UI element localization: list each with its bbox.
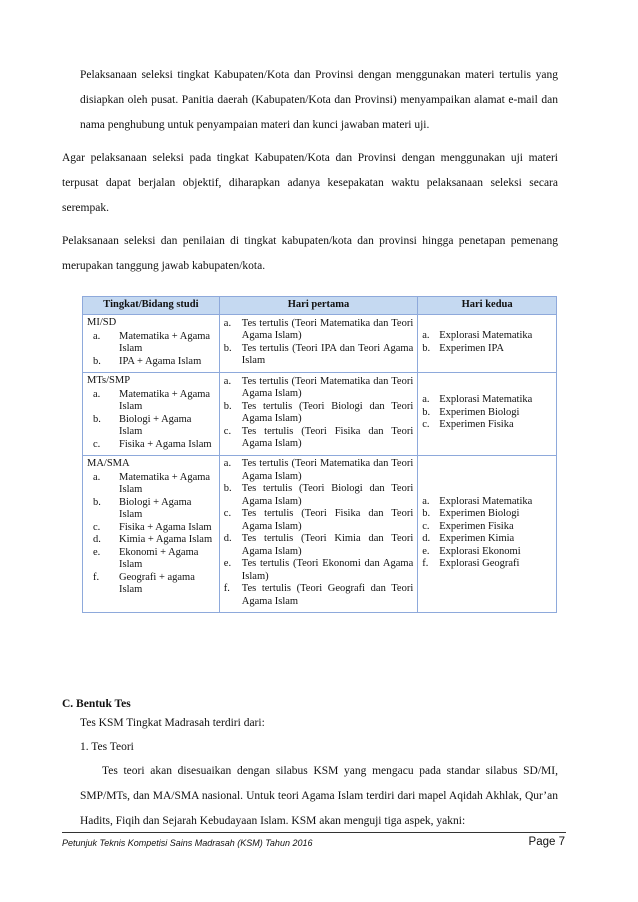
item-marker: c. xyxy=(223,425,232,437)
item-marker: b. xyxy=(223,400,232,412)
level-label: MI/SD xyxy=(87,317,117,328)
item-marker: a. xyxy=(223,375,232,387)
item-text: Matematika + Agama Islam xyxy=(119,471,211,495)
item-marker: a. xyxy=(93,330,101,342)
header-day1: Hari pertama xyxy=(219,297,417,315)
level-label: MA/SMA xyxy=(87,458,130,469)
list-item xyxy=(87,522,215,535)
item-marker: c. xyxy=(93,438,101,450)
list-item xyxy=(87,472,215,497)
list-item xyxy=(87,497,215,522)
item-marker: c. xyxy=(422,520,430,532)
item-text: Experimen Biologi xyxy=(439,508,520,519)
list-item xyxy=(224,376,413,401)
list-item xyxy=(224,401,413,426)
item-text: Tes tertulis (Teori Biologi dan Teori Agama Islam) xyxy=(241,400,414,424)
footer-divider xyxy=(62,832,566,833)
day2-cell xyxy=(418,373,557,456)
item-marker: b. xyxy=(93,413,101,425)
cell-list xyxy=(224,458,413,608)
header-level: Tingkat/Bidang studi xyxy=(83,297,220,315)
cell-list xyxy=(422,496,552,571)
item-text: Explorasi Matematika xyxy=(439,495,533,507)
header-day2: Hari kedua xyxy=(418,297,557,315)
list-item xyxy=(224,426,413,451)
item-text: Experimen Biologi xyxy=(439,406,520,418)
list-item xyxy=(87,439,215,452)
item-text: Tes tertulis (Teori Fisika dan Teori Agama Islam) xyxy=(241,425,414,449)
item-text: Geografi + agama Islam xyxy=(119,571,195,595)
item-text: Experimen Fisika xyxy=(439,419,514,431)
list-item xyxy=(422,558,552,571)
level-label: MTs/SMP xyxy=(87,375,131,386)
item-marker: a. xyxy=(422,330,430,341)
list-item xyxy=(422,496,552,509)
paragraph-1: Agar pelaksanaan seleksi pada tingkat Kabupaten/Kota dan Provinsi dengan menggunakan uji materi terpusat dapat berjalan objektif, diharapkan adanya kesepakatan waktu pelaksanaan seleksi secara serempak. xyxy=(62,152,558,214)
item-marker: e. xyxy=(422,545,430,557)
list-item xyxy=(224,508,413,533)
item-text: Tes tertulis (Teori Ekonomi dan Agama Islam) xyxy=(241,558,414,582)
item-marker: f. xyxy=(223,583,230,594)
list-item xyxy=(224,483,413,508)
item-text: Explorasi Matematika xyxy=(439,394,533,406)
list-item xyxy=(422,533,552,546)
day2-cell xyxy=(418,456,557,613)
item-marker: e. xyxy=(93,546,101,558)
cell-list xyxy=(87,331,215,369)
list-item xyxy=(422,394,552,407)
item-text: Experimen Fisika xyxy=(439,520,514,532)
list-item xyxy=(87,572,215,597)
item-text: Biologi + Agama Islam xyxy=(119,413,192,437)
table-row xyxy=(83,315,557,373)
cell-list xyxy=(422,394,552,432)
item-text: Tes tertulis (Teori Matematika dan Teori Agama Islam) xyxy=(241,317,414,341)
tes-teori-body: Tes teori akan disesuaikan dengan silabus KSM yang mengacu pada standar silabus SD/MI, SMP/MTs, dan MA/SMA nasional. Untuk teori Agama Islam terdiri dari mapel Aqidah Akhlak, Qur’an Hadits, Fiqih dan Sejarah Kebudayaan Islam. KSM akan menguji tiga aspek, yakni: xyxy=(80,765,558,827)
item-marker: a. xyxy=(93,471,101,483)
table-row xyxy=(83,373,557,456)
item-marker: d. xyxy=(93,534,101,545)
item-marker: a. xyxy=(223,317,232,329)
section-heading: C. Bentuk Tes xyxy=(62,698,131,710)
item-marker: f. xyxy=(93,571,100,583)
list-item xyxy=(422,407,552,420)
list-item xyxy=(422,419,552,432)
level-cell xyxy=(83,456,220,613)
cell-list xyxy=(87,472,215,597)
list-item xyxy=(224,558,413,583)
level-cell xyxy=(83,373,220,456)
item-text: IPA + Agama Islam xyxy=(119,355,202,367)
item-marker: e. xyxy=(223,558,232,569)
list-item xyxy=(87,356,215,369)
item-marker: b. xyxy=(93,355,101,367)
day1-cell xyxy=(219,373,417,456)
day2-cell xyxy=(418,315,557,373)
item-text: Matematika + Agama Islam xyxy=(119,330,211,354)
item-marker: b. xyxy=(422,406,431,418)
page-number: Page 7 xyxy=(528,836,565,848)
list-item xyxy=(422,343,552,356)
item-text: Explorasi Geografi xyxy=(439,558,520,569)
list-item xyxy=(87,547,215,572)
item-text: Tes tertulis (Teori Matematika dan Teori Agama Islam) xyxy=(241,458,414,482)
list-item xyxy=(422,521,552,534)
item-text: Ekonomi + Agama Islam xyxy=(119,546,199,570)
item-marker: b. xyxy=(93,496,101,508)
item-marker: b. xyxy=(422,508,431,519)
item-text: Experimen Kimia xyxy=(439,533,515,544)
item-text: Tes tertulis (Teori Matematika dan Teori Agama Islam) xyxy=(241,375,414,399)
item-marker: a. xyxy=(422,495,430,507)
item-marker: c. xyxy=(223,508,232,519)
item-marker: b. xyxy=(223,342,232,354)
day1-cell xyxy=(219,315,417,373)
list-item xyxy=(87,389,215,414)
item-text: Tes tertulis (Teori IPA dan Teori Agama Islam xyxy=(241,342,414,366)
list-item xyxy=(224,343,413,368)
table-row xyxy=(83,456,557,613)
list-item-tes-teori: 1. Tes Teori xyxy=(80,741,134,753)
item-text: Fisika + Agama Islam xyxy=(119,521,212,533)
item-text: Kimia + Agama Islam xyxy=(119,534,213,545)
level-cell xyxy=(83,315,220,373)
list-item xyxy=(224,318,413,343)
item-text: Explorasi Ekonomi xyxy=(439,545,521,557)
list-item xyxy=(422,330,552,343)
item-marker: b. xyxy=(223,483,232,494)
cell-list xyxy=(87,389,215,452)
item-marker: c. xyxy=(422,419,430,431)
list-item xyxy=(224,583,413,608)
day1-cell xyxy=(219,456,417,613)
footer-title: Petunjuk Teknis Kompetisi Sains Madrasah (KSM) Tahun 2016 xyxy=(62,838,313,848)
list-item xyxy=(224,458,413,483)
list-item xyxy=(87,534,215,547)
item-text: Tes tertulis (Teori Fisika dan Teori Agama Islam) xyxy=(241,508,414,532)
item-text: Tes tertulis (Teori Geografi dan Teori Agama Islam xyxy=(241,583,414,607)
item-marker: c. xyxy=(93,521,101,533)
item-marker: a. xyxy=(223,458,232,469)
table-header-row xyxy=(83,297,557,315)
cell-list xyxy=(224,318,413,368)
item-marker: d. xyxy=(223,533,232,544)
item-text: Experimen IPA xyxy=(439,342,504,354)
item-marker: f. xyxy=(422,558,429,569)
list-item xyxy=(422,546,552,559)
item-marker: a. xyxy=(422,394,430,406)
item-marker: d. xyxy=(422,533,431,544)
list-item xyxy=(224,533,413,558)
item-text: Biologi + Agama Islam xyxy=(119,496,192,520)
item-text: Explorasi Matematika xyxy=(439,330,533,341)
cell-list xyxy=(224,376,413,451)
item-text: Matematika + Agama Islam xyxy=(119,388,211,412)
cell-list xyxy=(422,330,552,355)
list-item xyxy=(87,414,215,439)
item-text: Tes tertulis (Teori Biologi dan Teori Agama Islam) xyxy=(241,483,414,507)
list-item xyxy=(422,508,552,521)
list-item xyxy=(87,331,215,356)
item-text: Fisika + Agama Islam xyxy=(119,438,212,450)
item-marker: b. xyxy=(422,342,431,354)
item-text: Tes tertulis (Teori Kimia dan Teori Agama Islam) xyxy=(241,533,414,557)
section-intro: Tes KSM Tingkat Madrasah terdiri dari: xyxy=(80,717,265,729)
item-marker: a. xyxy=(93,388,101,400)
intro-paragraph: Pelaksanaan seleksi tingkat Kabupaten/Kota dan Provinsi dengan menggunakan materi tertulis yang disiapkan oleh pusat. Panitia daerah (Kabupaten/Kota dan Provinsi) menyampaikan alamat e-mail dan nama penghubung untuk penyampaian materi dan kunci jawaban materi uji. xyxy=(80,69,558,131)
paragraph-2: Pelaksanaan seleksi dan penilaian di tingkat kabupaten/kota dan provinsi hingga penetapan pemenang merupakan tanggung jawab kabupaten/kota. xyxy=(62,235,558,272)
schedule-table xyxy=(82,296,557,613)
